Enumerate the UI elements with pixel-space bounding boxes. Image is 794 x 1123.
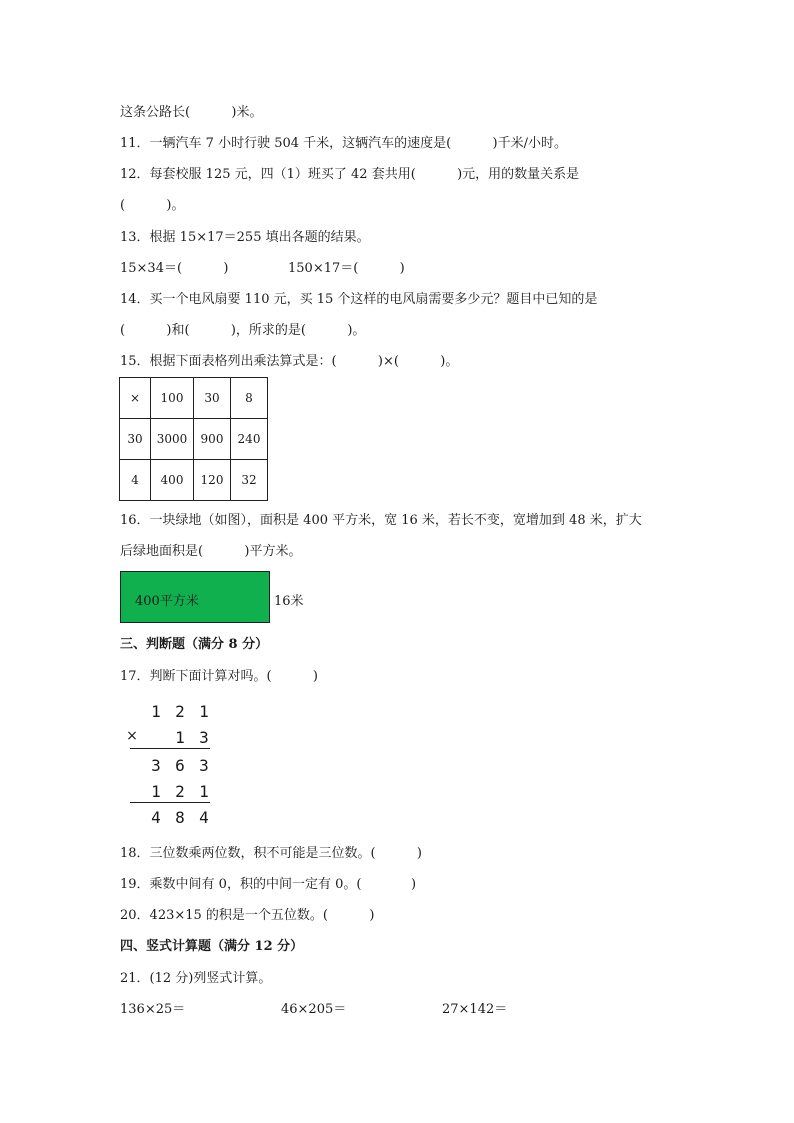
table-cell: ×: [120, 378, 151, 419]
section-4-heading: 四、竖式计算题（满分 12 分）: [120, 939, 304, 954]
question-18: 18．三位数乘两位数，积不可能是三位数。( ): [120, 846, 423, 861]
digit: 4: [199, 808, 209, 827]
multiplication-table: [119, 377, 268, 501]
digit: 1: [151, 702, 161, 721]
digit: 3: [151, 756, 161, 775]
table-cell: 8: [231, 378, 268, 419]
question-13-a: 15×34＝( ): [120, 261, 229, 276]
table-cell: 32: [231, 460, 268, 501]
rule-line: [130, 748, 210, 749]
area-label: 400平方米: [135, 594, 199, 609]
digit: 2: [175, 782, 185, 801]
rule-line: [130, 802, 210, 803]
digit: 1: [199, 702, 209, 721]
table-cell: 3000: [151, 419, 194, 460]
table-row: [120, 378, 268, 419]
question-19: 19．乘数中间有 0，积的中间一定有 0。( ): [120, 877, 417, 892]
table-cell: 30: [194, 378, 231, 419]
digit: 3: [199, 756, 209, 775]
table-cell: 120: [194, 460, 231, 501]
digit: 6: [175, 756, 185, 775]
table-cell: 30: [120, 419, 151, 460]
vertical-multiplication: [124, 700, 214, 830]
question-16: 16．一块绿地（如图），面积是 400 平方米，宽 16 米，若长不变，宽增加到 48 米，扩大: [120, 513, 642, 528]
question-14-cont: ( )和( )，所求的是( )。: [120, 323, 366, 338]
table-cell: 400: [151, 460, 194, 501]
text-line: 这条公路长( )米。: [120, 105, 263, 120]
question-17: 17．判断下面计算对吗。( ): [120, 669, 319, 684]
question-12: 12．每套校服 125 元，四（1）班买了 42 套共用( )元，用的数量关系是: [120, 167, 580, 182]
table-cell: 100: [151, 378, 194, 419]
table-cell: 900: [194, 419, 231, 460]
calc-3: 27×142＝: [442, 1002, 508, 1017]
green-field-figure: [120, 571, 270, 623]
question-21: 21．(12 分)列竖式计算。: [120, 971, 272, 986]
digit: 1: [199, 782, 209, 801]
table-row: [120, 460, 268, 501]
question-15: 15．根据下面表格列出乘法算式是：( )×( )。: [120, 354, 459, 369]
question-12-cont: ( )。: [120, 198, 185, 213]
calc-1: 136×25＝: [120, 1002, 186, 1017]
question-16-cont: 后绿地面积是( )平方米。: [120, 544, 302, 559]
question-14: 14．买一个电风扇要 110 元，买 15 个这样的电风扇需要多少元？题目中已知的是: [120, 292, 598, 307]
digit: 4: [151, 808, 161, 827]
digit: 1: [151, 782, 161, 801]
table-cell: 4: [120, 460, 151, 501]
question-13-b: 150×17＝( ): [288, 261, 405, 276]
width-label: 16米: [274, 594, 304, 609]
digit: 2: [175, 702, 185, 721]
question-20: 20．423×15 的积是一个五位数。( ): [120, 908, 375, 923]
multiply-sign: ×: [126, 728, 138, 744]
calc-2: 46×205＝: [281, 1002, 347, 1017]
question-11: 11．一辆汽车 7 小时行驶 504 千米，这辆汽车的速度是( )千米/小时。: [120, 136, 568, 151]
question-13: 13．根据 15×17＝255 填出各题的结果。: [120, 230, 370, 245]
digit: 8: [175, 808, 185, 827]
digit: 1: [175, 728, 185, 747]
section-3-heading: 三、判断题（满分 8 分）: [120, 637, 269, 652]
digit: 3: [199, 728, 209, 747]
table-cell: 240: [231, 419, 268, 460]
table-row: [120, 419, 268, 460]
